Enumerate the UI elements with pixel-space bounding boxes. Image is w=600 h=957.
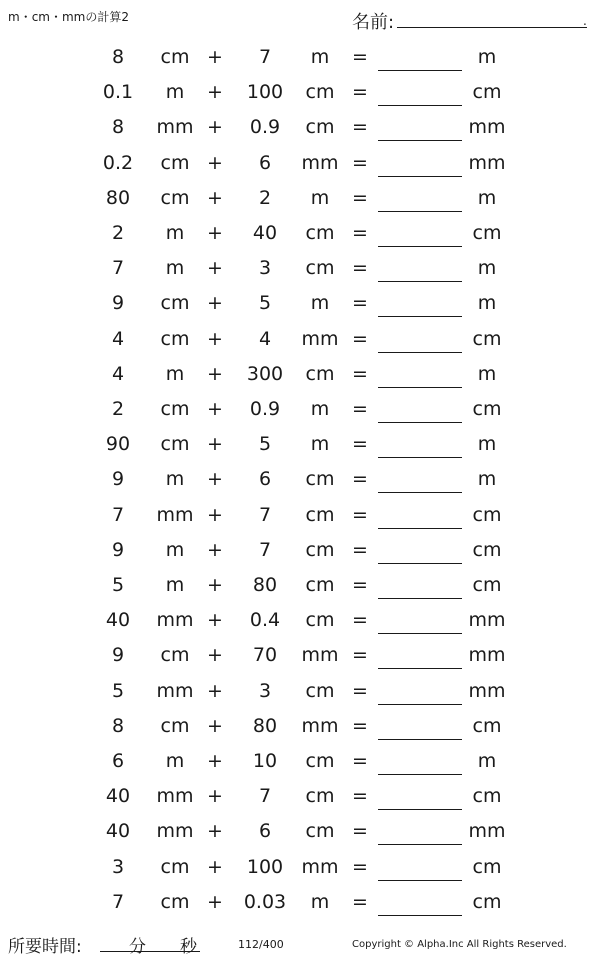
result-unit: mm [468,644,506,667]
equals-sign: = [352,785,368,808]
second-value: 0.9 [249,398,281,420]
second-unit: m [310,292,330,315]
first-value: 7 [111,257,125,280]
first-unit: cm [160,186,190,209]
first-value: 9 [111,644,125,667]
equals-sign: = [352,503,368,526]
second-value: 5 [258,433,272,456]
answer-blank[interactable] [378,316,462,317]
problem-row [0,110,600,145]
plus-sign: + [207,151,223,174]
second-value: 100 [246,855,284,878]
first-value: 4 [111,327,125,350]
problem-row [0,885,600,920]
first-unit: m [165,538,185,561]
second-unit: mm [301,855,339,878]
name-label: 名前: [352,12,395,33]
answer-blank[interactable] [378,457,462,458]
problem-row [0,709,600,744]
second-unit: cm [305,785,335,808]
copyright-notice: Copyright © Alpha.Inc All Rights Reserved. [352,939,567,950]
plus-sign: + [207,644,223,667]
first-value: 2 [111,398,125,420]
first-value: 3 [111,855,125,878]
second-unit: m [310,186,330,209]
answer-blank[interactable] [378,915,462,916]
result-unit: cm [472,398,502,420]
equals-sign: = [352,750,368,772]
second-value: 7 [258,46,272,68]
equals-sign: = [352,292,368,315]
second-value: 5 [258,292,272,315]
equals-sign: = [352,679,368,702]
answer-blank[interactable] [378,352,462,353]
equals-sign: = [352,257,368,280]
equals-sign: = [352,327,368,350]
second-value: 3 [258,257,272,280]
second-unit: mm [301,644,339,667]
problem-row [0,286,600,321]
answer-blank[interactable] [378,246,462,247]
equals-sign: = [352,468,368,491]
first-unit: cm [160,714,190,737]
answer-blank[interactable] [378,668,462,669]
problem-row [0,498,600,533]
first-unit: cm [160,327,190,350]
second-unit: mm [301,714,339,737]
second-unit: cm [305,81,335,104]
problem-row [0,744,600,779]
first-unit: mm [156,679,194,702]
plus-sign: + [207,186,223,209]
equals-sign: = [352,186,368,209]
second-value: 3 [258,679,272,702]
second-value: 40 [252,222,278,244]
result-unit: cm [472,538,502,561]
plus-sign: + [207,574,223,596]
first-unit: cm [160,151,190,174]
equals-sign: = [352,151,368,174]
problem-row [0,638,600,673]
first-value: 9 [111,292,125,315]
problem-row [0,533,600,568]
second-value: 6 [258,468,272,491]
answer-blank[interactable] [378,598,462,599]
answer-blank[interactable] [378,528,462,529]
plus-sign: + [207,609,223,632]
result-unit: cm [472,714,502,737]
equals-sign: = [352,855,368,878]
result-unit: mm [468,679,506,702]
first-value: 8 [111,116,125,139]
second-unit: mm [301,327,339,350]
second-unit: cm [305,609,335,632]
first-value: 9 [111,538,125,561]
result-unit: m [477,292,497,315]
first-unit: m [165,81,185,104]
page-number: 112/400 [238,938,284,951]
first-value: 40 [105,820,131,843]
first-unit: cm [160,292,190,315]
second-value: 300 [246,362,284,385]
name-end-mark: . [583,14,587,28]
equals-sign: = [352,538,368,561]
second-unit: m [310,398,330,420]
first-value: 0.1 [102,81,134,104]
plus-sign: + [207,257,223,280]
problem-row [0,75,600,110]
first-unit: m [165,222,185,244]
first-unit: mm [156,785,194,808]
plus-sign: + [207,750,223,772]
plus-sign: + [207,327,223,350]
equals-sign: = [352,433,368,456]
problem-row [0,814,600,849]
answer-blank[interactable] [378,105,462,106]
first-unit: mm [156,116,194,139]
first-value: 9 [111,468,125,491]
plus-sign: + [207,222,223,244]
second-value: 80 [252,714,278,737]
worksheet-title: m・cm・mmの計算2 [8,10,129,24]
problem-row [0,462,600,497]
problem-row [0,779,600,814]
first-unit: cm [160,433,190,456]
answer-blank[interactable] [378,281,462,282]
answer-blank[interactable] [378,211,462,212]
plus-sign: + [207,820,223,843]
equals-sign: = [352,116,368,139]
first-unit: m [165,468,185,491]
first-unit: m [165,362,185,385]
result-unit: m [477,46,497,68]
answer-blank[interactable] [378,70,462,71]
minutes-label: 分 [129,937,146,957]
answer-blank[interactable] [378,844,462,845]
first-unit: mm [156,820,194,843]
equals-sign: = [352,890,368,913]
result-unit: mm [468,116,506,139]
first-value: 8 [111,46,125,68]
first-unit: cm [160,890,190,913]
second-unit: cm [305,820,335,843]
equals-sign: = [352,820,368,843]
second-unit: cm [305,574,335,596]
answer-blank[interactable] [378,739,462,740]
equals-sign: = [352,46,368,68]
answer-blank[interactable] [378,492,462,493]
result-unit: cm [472,222,502,244]
second-unit: cm [305,679,335,702]
result-unit: cm [472,327,502,350]
answer-blank[interactable] [378,809,462,810]
problem-row [0,568,600,603]
result-unit: cm [472,503,502,526]
first-value: 7 [111,503,125,526]
equals-sign: = [352,609,368,632]
plus-sign: + [207,679,223,702]
plus-sign: + [207,433,223,456]
second-value: 10 [252,750,278,772]
plus-sign: + [207,398,223,420]
equals-sign: = [352,714,368,737]
equals-sign: = [352,222,368,244]
plus-sign: + [207,362,223,385]
second-unit: m [310,433,330,456]
answer-blank[interactable] [378,704,462,705]
result-unit: cm [472,890,502,913]
problem-row [0,603,600,638]
first-value: 80 [105,186,131,209]
plus-sign: + [207,468,223,491]
first-unit: cm [160,46,190,68]
result-unit: m [477,433,497,456]
equals-sign: = [352,574,368,596]
problem-row [0,674,600,709]
first-value: 8 [111,714,125,737]
problem-row [0,146,600,181]
second-value: 7 [258,538,272,561]
name-blank-line[interactable] [397,27,587,28]
equals-sign: = [352,398,368,420]
result-unit: cm [472,785,502,808]
second-unit: m [310,890,330,913]
plus-sign: + [207,538,223,561]
answer-blank[interactable] [378,140,462,141]
first-value: 40 [105,785,131,808]
result-unit: cm [472,574,502,596]
second-value: 4 [258,327,272,350]
first-unit: mm [156,503,194,526]
plus-sign: + [207,292,223,315]
first-unit: m [165,574,185,596]
first-value: 90 [105,433,131,456]
result-unit: m [477,186,497,209]
first-value: 40 [105,609,131,632]
result-unit: mm [468,151,506,174]
second-unit: mm [301,151,339,174]
first-value: 2 [111,222,125,244]
second-unit: cm [305,750,335,772]
plus-sign: + [207,116,223,139]
answer-blank[interactable] [378,422,462,423]
first-value: 7 [111,890,125,913]
plus-sign: + [207,714,223,737]
answer-blank[interactable] [378,633,462,634]
answer-blank[interactable] [378,387,462,388]
first-value: 5 [111,574,125,596]
result-unit: m [477,257,497,280]
second-value: 0.9 [249,116,281,139]
problem-row [0,322,600,357]
second-value: 7 [258,503,272,526]
first-unit: cm [160,398,190,420]
second-unit: cm [305,503,335,526]
first-value: 0.2 [102,151,134,174]
first-unit: m [165,750,185,772]
first-unit: cm [160,855,190,878]
second-value: 2 [258,186,272,209]
first-value: 4 [111,362,125,385]
equals-sign: = [352,81,368,104]
first-unit: m [165,257,185,280]
first-unit: cm [160,644,190,667]
second-unit: cm [305,257,335,280]
second-value: 0.03 [243,890,287,913]
problem-row [0,251,600,286]
second-value: 70 [252,644,278,667]
plus-sign: + [207,785,223,808]
problem-row [0,357,600,392]
answer-blank[interactable] [378,176,462,177]
second-value: 100 [246,81,284,104]
first-value: 6 [111,750,125,772]
equals-sign: = [352,644,368,667]
second-unit: cm [305,222,335,244]
result-unit: m [477,468,497,491]
second-unit: cm [305,468,335,491]
second-value: 6 [258,151,272,174]
result-unit: cm [472,81,502,104]
result-unit: cm [472,855,502,878]
problem-row [0,216,600,251]
plus-sign: + [207,46,223,68]
answer-blank[interactable] [378,563,462,564]
second-unit: cm [305,116,335,139]
second-unit: cm [305,362,335,385]
problem-row [0,40,600,75]
second-value: 6 [258,820,272,843]
result-unit: m [477,750,497,772]
result-unit: mm [468,609,506,632]
problem-row [0,181,600,216]
problem-row [0,850,600,885]
second-value: 80 [252,574,278,596]
second-value: 7 [258,785,272,808]
plus-sign: + [207,890,223,913]
result-unit: m [477,362,497,385]
equals-sign: = [352,362,368,385]
time-label: 所要時間: [8,937,82,957]
second-unit: m [310,46,330,68]
answer-blank[interactable] [378,880,462,881]
plus-sign: + [207,81,223,104]
second-value: 0.4 [249,609,281,632]
problem-row [0,392,600,427]
result-unit: mm [468,820,506,843]
answer-blank[interactable] [378,774,462,775]
plus-sign: + [207,855,223,878]
seconds-label: 秒 [180,937,197,957]
plus-sign: + [207,503,223,526]
first-unit: mm [156,609,194,632]
second-unit: cm [305,538,335,561]
first-value: 5 [111,679,125,702]
problem-row [0,427,600,462]
